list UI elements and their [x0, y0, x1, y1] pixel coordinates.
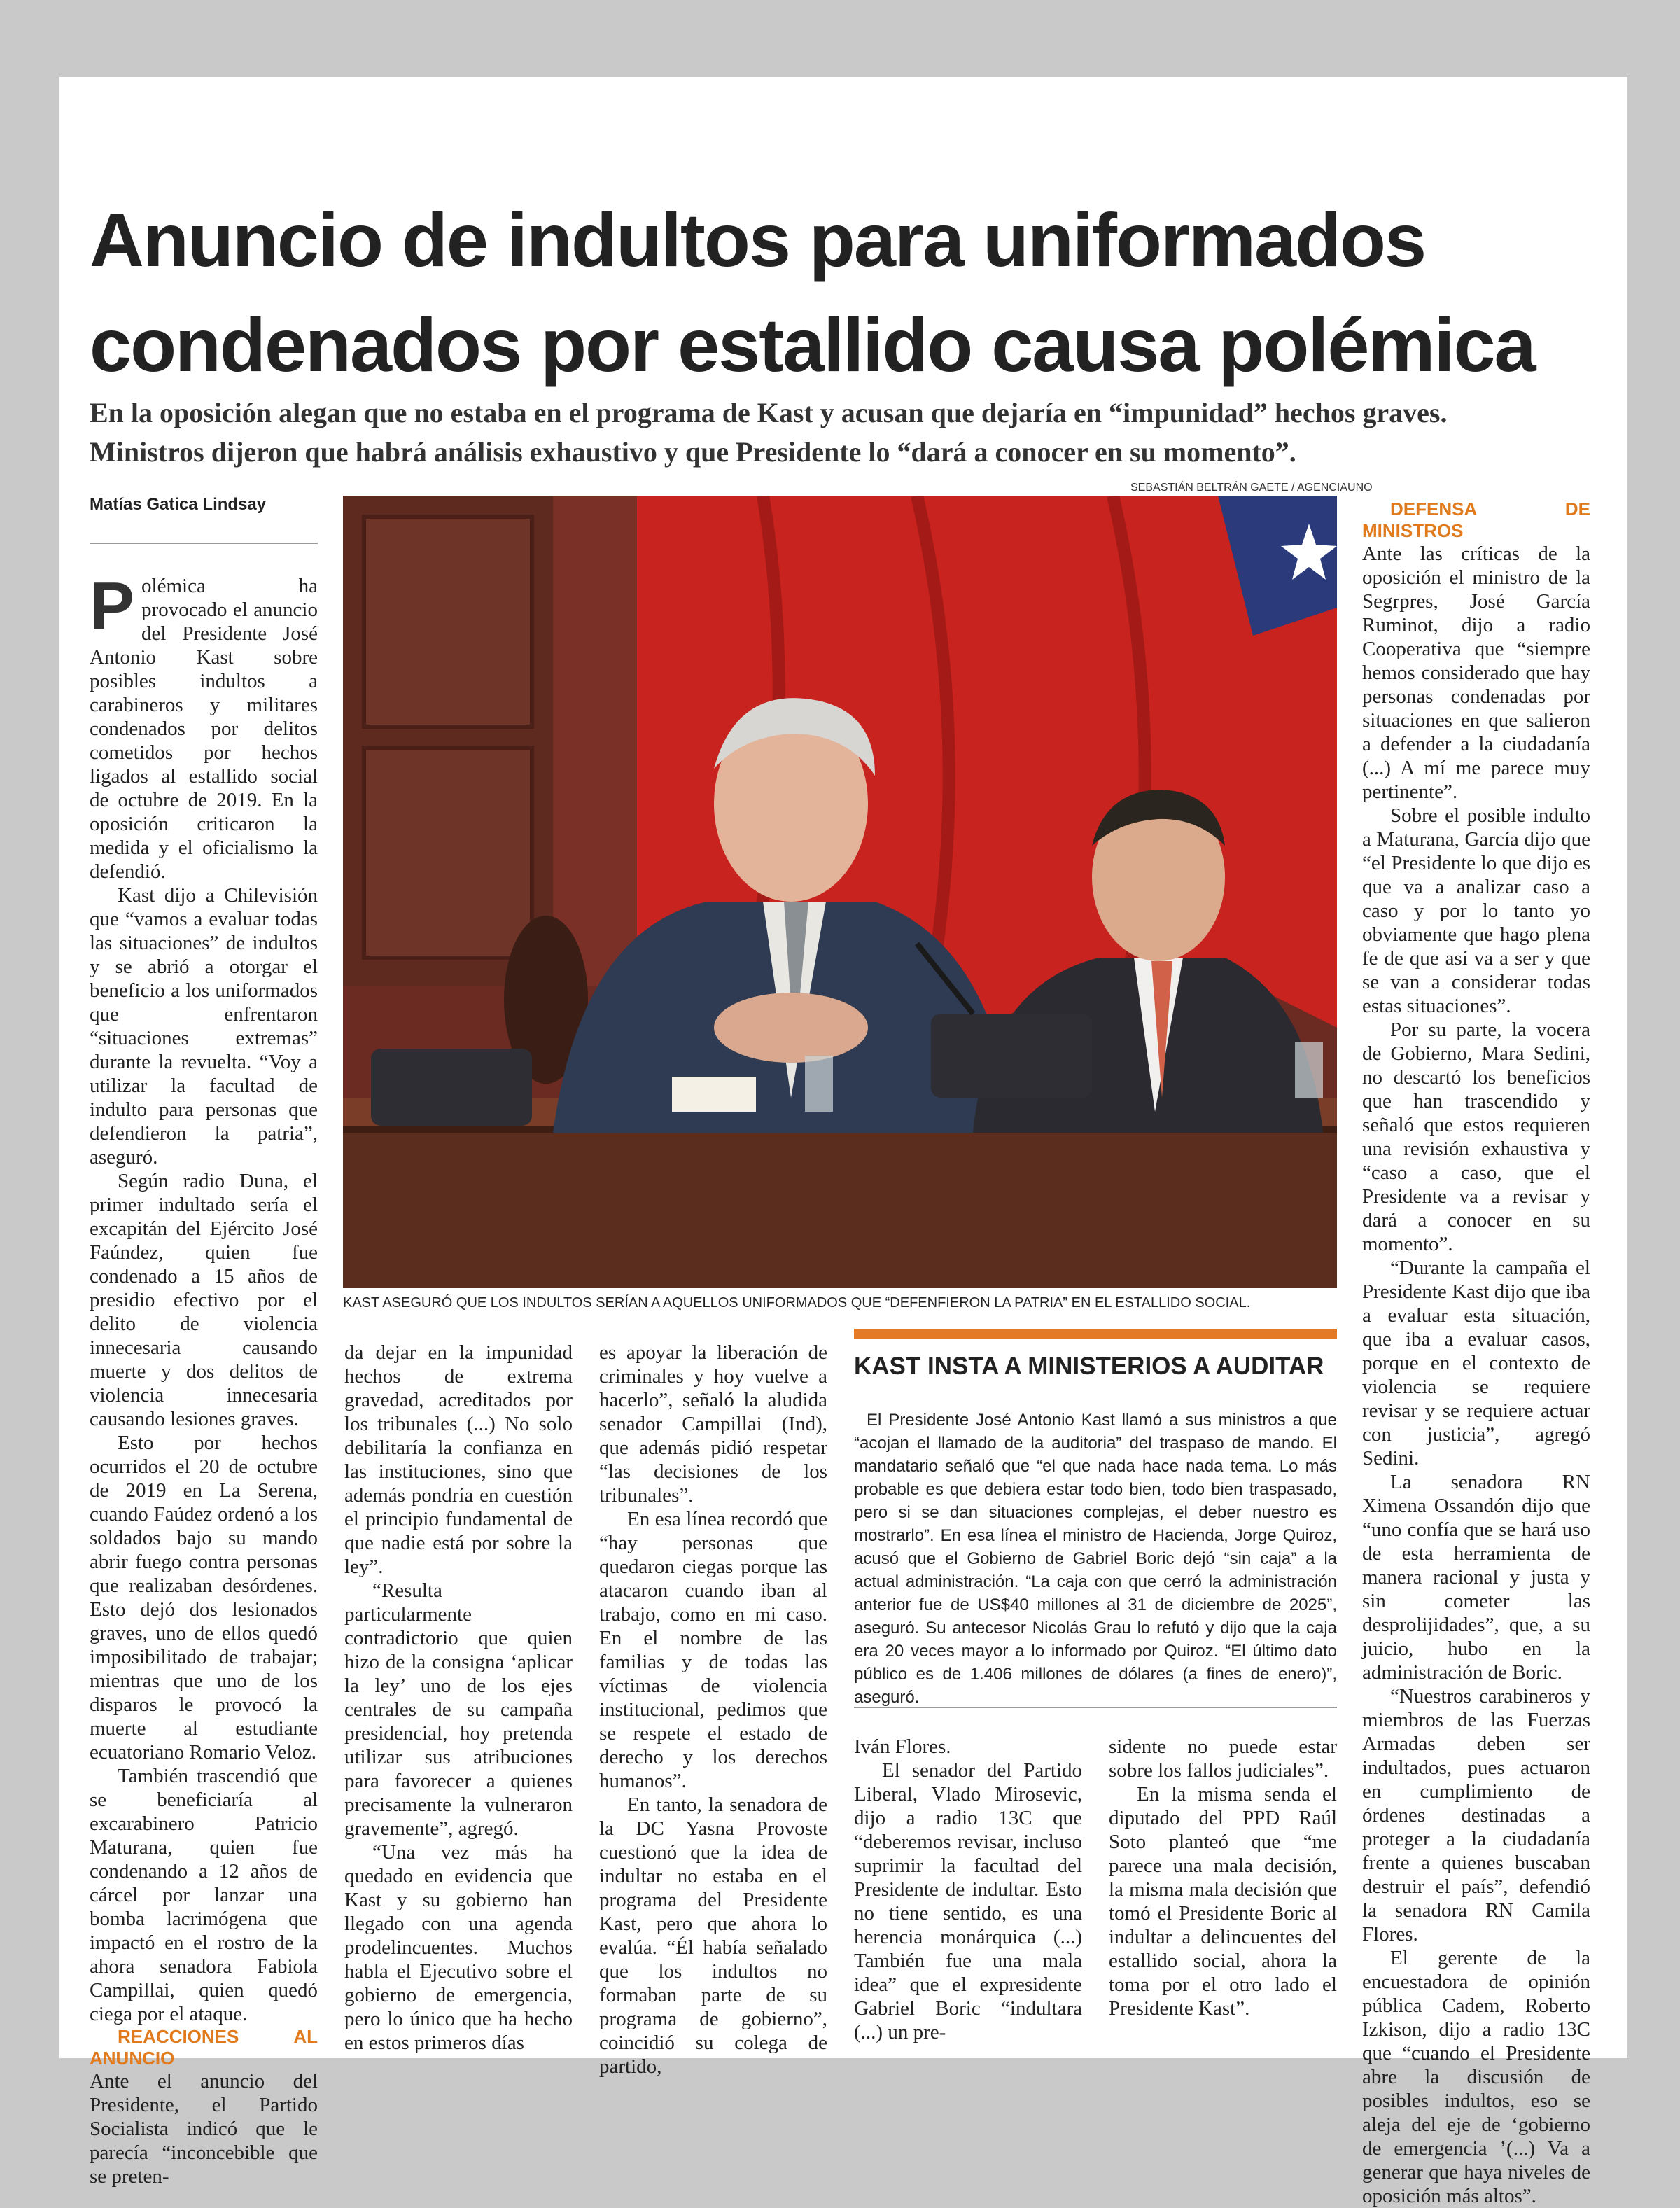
photo [343, 496, 1337, 1288]
col4-paragraph-1: Iván Flores. [854, 1735, 951, 1758]
col6-paragraph-7: El gerente de la encuestadora de opinión pública Cadem, Roberto Izkison, dijo a radio 13C que “cuando el Presidente abre la discusión de posibles indultos, eso se aleja del eje de ‘gobierno de emergencia ’(...) Va a generar que haya niveles de oposición más altos”. [1362, 1947, 1590, 2207]
drop-cap: P [90, 568, 135, 643]
headline [90, 188, 1602, 398]
column-6 [1362, 498, 1590, 2208]
col3-paragraph-3: En tanto, la senadora de la DC Yasna Provoste cuestionó que la idea de indultar no estaba en el programa del Presidente Kast, pero que ahora lo evalúa. “Él había señalado que los indultos no formaban parte de su programa de gobierno”, coincidió su colega de partido, [599, 1794, 827, 2078]
box-accent-bar [854, 1329, 1337, 1339]
deck-line-1: En la oposición alegan que no estaba en el programa de Kast y acusan que dejaría en “impunidad” hechos graves. [90, 397, 1448, 428]
column-3 [599, 1341, 827, 2078]
photo-credit: SEBASTIÁN BELTRÁN GAETE / AGENCIAUNO [1130, 482, 1373, 494]
box-bottom-rule [854, 1707, 1337, 1708]
col6-paragraph-3: Por su parte, la vocera de Gobierno, Mara Sedini, no descartó los beneficios que han trascendido y señaló que estos requieren una revisión exhaustiva y “caso a caso, que el Presidente va a revisar y dará a conocer en su momento”. [1362, 1019, 1590, 1255]
col5-paragraph-1: sidente no puede estar sobre los fallos judiciales”. [1109, 1735, 1337, 1782]
col6-paragraph-1: Ante las críticas de la oposición el ministro de la Segrpres, José García Ruminot, dijo a radio Cooperativa que “siempre hemos considerado que hay personas condenadas por situaciones en que salieron a defender a la ciudadanía (...) A mí me parece muy pertinente”. [1362, 543, 1590, 803]
byline-rule [90, 543, 318, 544]
col2-paragraph-1: da dejar en la impunidad hechos de extrema gravedad, acreditados por los tribunales (...) No solo debilitaría la confianza en las instituciones, sino que además pondría en cuestión el principio fundamental de que nadie está por sobre la ley”. [344, 1341, 573, 1578]
column-5 [1109, 1735, 1337, 2020]
col6-paragraph-5: La senadora RN Ximena Ossandón dijo que “uno confía que se hará uso de esta herramienta de manera racional y justa y sin cometer las desprolijidades”, que, a su juicio, hubo en la administración de Boric. [1362, 1471, 1590, 1684]
col3-paragraph-2: En esa línea recordó que “hay personas que quedaron ciegas porque las atacaron cuando iban al trabajo, como en mi caso. En el nombre de las familias y de todas las víctimas de violencia institucional, pedimos que se respete el estado de derecho y los derechos humanos”. [599, 1508, 827, 1792]
photo-caption: KAST ASEGURÓ QUE LOS INDULTOS SERÍAN A AQUELLOS UNIFORMADOS QUE “DEFENFIERON LA PATRIA” EN EL ESTALLIDO SOCIAL. [343, 1295, 1251, 1311]
subhead-reacciones: REACCIONES AL ANUNCIO [90, 2026, 318, 2069]
subhead-defensa: DEFENSA DE MINISTROS [1362, 498, 1590, 541]
col1-paragraph-5: También trascendió que se beneficiaría al excarabinero Patricio Maturana, quien fue condenando a 12 años de cárcel por lanzar una bomba lacrimógena que impactó en el rostro de la ahora senadora Fabiola Campillai, quien quedó ciega por el ataque. [90, 1765, 318, 2025]
col1-paragraph-3: Según radio Duna, el primer indultado sería el excapitán del Ejército José Faúndez, quien fue condenado a 15 años de presidio efectivo por el delito de violencia innecesaria causando muerte y dos delitos de violencia innecesaria causando lesiones graves. [90, 1170, 318, 1430]
col5-paragraph-2: En la misma senda el diputado del PPD Raúl Soto planteó que “me parece una mala decisión, la misma mala decisión que tomó el Presidente Boric al indultar a delincuentes del estallido social, ahora la toma por el otro lado el Presidente Kast”. [1109, 1783, 1337, 2020]
box-text [854, 1409, 1337, 1709]
col1-paragraph-4: Esto por hechos ocurridos el 20 de octubre de 2019 en La Serena, cuando Faúdez ordenó a los soldados bajo su mando abrir fuego contra personas que realizaban desórdenes. Esto dejó dos lesionados graves, uno de ellos quedó imposibilitado de trabajar; mientras que uno de los disparos le provocó la muerte al estudiante ecuatoriano Romario Veloz. [90, 1432, 318, 1763]
column-1 [90, 568, 318, 2188]
deck [90, 393, 1595, 472]
col1-paragraph-6: Ante el anuncio del Presidente, el Partido Socialista indicó que le parecía “inconcebible que se preten- [90, 2070, 318, 2188]
col6-paragraph-4: “Durante la campaña el Presidente Kast dijo que iba a evaluar esta situación, que iba a evaluar casos, porque en el contexto de violencia se requiere revisar y se requiere actuar con justicia”, agregó Sedini. [1362, 1257, 1590, 1469]
col1-paragraph-2: Kast dijo a Chilevisión que “vamos a evaluar todas las situaciones” de indultos y se abrió a otorgar el beneficio a los uniformados que enfrentaron “situaciones extremas” durante la revuelta. “Voy a utilizar la facultad de indulto para personas que defendieron la patria”, aseguró. [90, 884, 318, 1168]
col1-text-1: olémica ha provocado el anuncio del Presidente José Antonio Kast sobre posibles indultos a carabineros y militares condenados por delitos cometidos por hechos ligados al estallido social de octubre de 2019. En la oposición criticaron la medida y el oficialismo la defendió. [90, 575, 318, 883]
headline-line-1: Anuncio de indultos para uniformados [90, 197, 1426, 282]
press-conference-photo [343, 496, 1337, 1288]
col3-paragraph-1: es apoyar la liberación de criminales y hoy vuelve a hacerlo”, señaló la aludida senador Campillai (Ind), que además pidió respetar “las decisiones de los tribunales”. [599, 1341, 827, 1507]
box-title: KAST INSTA A MINISTERIOS A AUDITAR [854, 1353, 1324, 1380]
headline-line-2: condenados por estallido causa polémica [90, 302, 1535, 387]
author-byline: Matías Gatica Lindsay [90, 495, 267, 514]
lead-paragraph [90, 568, 318, 883]
deck-line-2: Ministros dijeron que habrá análisis exhaustivo y que Presidente lo “dará a conocer en su momento”. [90, 436, 1296, 468]
col4-paragraph-2: El senador del Partido Liberal, Vlado Mirosevic, dijo a radio 13C que “deberemos revisar, incluso suprimir la facultad del Presidente de indultar. Esto no tiene sentido, es una herencia monárquica (...) También fue una mala idea” que el expresidente Gabriel Boric “indultara (...) un pre- [854, 1759, 1082, 2043]
col2-paragraph-3: “Una vez más ha quedado en evidencia que Kast y su gobierno han llegado con una agenda prodelincuentes. Muchos habla el Ejecutivo sobre el gobierno de emergencia, pero lo único que ha hecho en estos primeros días [344, 1841, 573, 2054]
col6-paragraph-2: Sobre el posible indulto a Maturana, García dijo que “el Presidente lo que dijo es que va a analizar caso a caso y por lo tanto yo obviamente que hago plena fe de que así va a ser y que se van a considerar todas estas situaciones”. [1362, 804, 1590, 1017]
box-paragraph: El Presidente José Antonio Kast llamó a sus ministros a que “acojan el llamado de la auditoria” del traspaso de mando. El mandatario señaló que “el que nada hace nada tema. Lo más probable es que debiera estar todo bien, todo bien traspasado, pero si se dan situaciones complejas, el deber nuestro es mostrarlo”. En esa línea el ministro de Hacienda, Jorge Quiroz, acusó que el Gobierno de Gabriel Boric dejó “sin caja” a la actual administración. “La caja con que cerró la administración anterior fue de US$40 millones al 31 de diciembre de 2025”, aseguró. Su antecesor Nicolás Grau lo refutó y dijo que la caja era 20 veces mayor a lo informado por Quiroz. “El último dato público es de 1.406 millones de dólares (a fines de enero)”, aseguró. [854, 1411, 1337, 1707]
column-4 [854, 1735, 1082, 2044]
column-2 [344, 1341, 573, 2055]
col6-paragraph-6: “Nuestros carabineros y miembros de las Fuerzas Armadas deben ser indultados, pues actuaron en cumplimiento de órdenes destinadas a proteger a la ciudadanía frente a quienes buscaban destruir el país”, defendió la senadora RN Camila Flores. [1362, 1685, 1590, 1945]
col2-paragraph-2: “Resulta particularmente contradictorio que quien hizo de la consigna ‘aplicar la ley’ uno de los ejes centrales de su campaña presidencial, hoy pretenda utilizar sus atribuciones para favorecer a quienes precisamente la vulneraron gravemente”, agregó. [344, 1579, 573, 1840]
